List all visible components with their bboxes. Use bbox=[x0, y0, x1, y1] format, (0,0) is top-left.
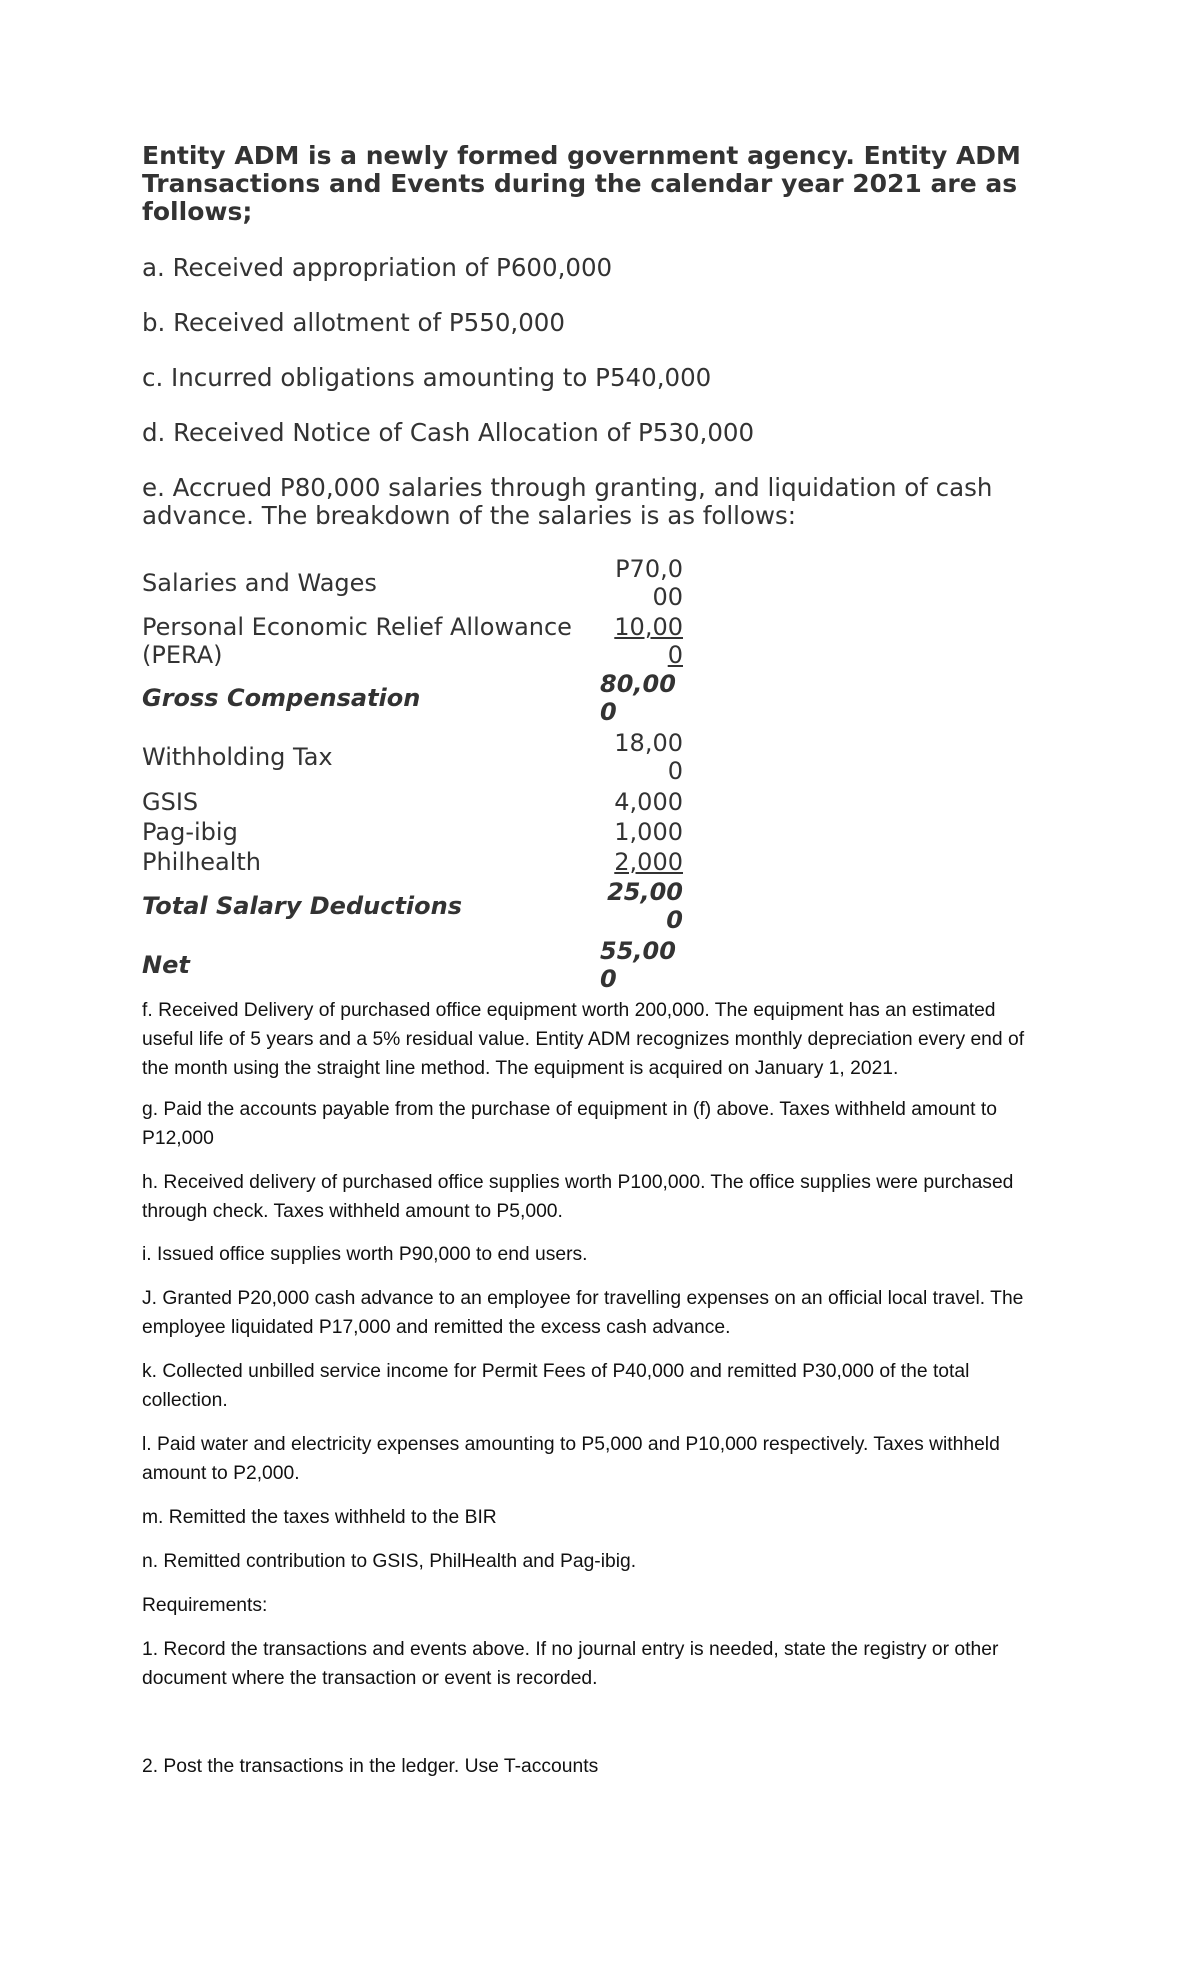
transaction-l: l. Paid water and electricity expenses amounting to P5,000 and P10,000 respectively. Taxes withheld amount to P2,000. bbox=[142, 1434, 1000, 1484]
salary-row-amount: 4,000 bbox=[614, 788, 683, 816]
document-heading: Entity ADM is a newly formed government agency. Entity ADM Transactions and Events during the calendar year 2021 are as follows; bbox=[142, 141, 1021, 226]
transaction-g: g. Paid the accounts payable from the purchase of equipment in (f) above. Taxes withheld amount to P12,000 bbox=[142, 1099, 997, 1149]
transaction-n: n. Remitted contribution to GSIS, PhilHealth and Pag-ibig. bbox=[142, 1551, 637, 1572]
salary-row-label: Salaries and Wages bbox=[142, 569, 377, 597]
transaction-i: i. Issued office supplies worth P90,000 to end users. bbox=[142, 1244, 588, 1265]
salary-row-amount: 1,000 bbox=[614, 818, 683, 846]
salary-row-amount: 25,000 bbox=[607, 878, 683, 934]
salary-row-label: Withholding Tax bbox=[142, 743, 333, 771]
salary-row-label: Total Salary Deductions bbox=[142, 892, 463, 920]
salary-row-amount: 2,000 bbox=[614, 848, 683, 876]
transaction-j: J. Granted P20,000 cash advance to an employee for travelling expenses on an official local travel. The employee liquidated P17,000 and remitted the excess cash advance. bbox=[142, 1288, 1024, 1338]
salary-row-amount: 80,000 bbox=[600, 670, 676, 726]
transaction-b: b. Received allotment of P550,000 bbox=[142, 308, 565, 337]
requirement-2: 2. Post the transactions in the ledger. Use T-accounts bbox=[142, 1756, 599, 1777]
salary-row-amount: P70,000 bbox=[615, 555, 683, 611]
salary-row-label: GSIS bbox=[142, 788, 199, 816]
salary-row-label: Philhealth bbox=[142, 848, 261, 876]
salary-row-amount: 10,000 bbox=[614, 613, 683, 669]
transaction-a: a. Received appropriation of P600,000 bbox=[142, 253, 613, 282]
transaction-e: e. Accrued P80,000 salaries through granting, and liquidation of cash advance. The breakdown of the salaries is as follows: bbox=[142, 473, 993, 530]
salary-row-amount: 18,000 bbox=[614, 729, 683, 785]
salary-row-label: Personal Economic Relief Allowance (PERA) bbox=[142, 613, 572, 669]
transaction-c: c. Incurred obligations amounting to P540,000 bbox=[142, 363, 712, 392]
transaction-f: f. Received Delivery of purchased office equipment worth 200,000. The equipment has an estimated useful life of 5 years and a 5% residual value. Entity ADM recognizes monthly depreciation every end of the month using the straight line method. The equipment is acquired on January 1, 2021. bbox=[142, 1000, 1025, 1079]
transaction-h: h. Received delivery of purchased office supplies worth P100,000. The office supplies were purchased through check. Taxes withheld amount to P5,000. bbox=[142, 1172, 1014, 1222]
transaction-m: m. Remitted the taxes withheld to the BIR bbox=[142, 1507, 497, 1528]
requirement-1: 1. Record the transactions and events above. If no journal entry is needed, state the registry or other document where the transaction or event is recorded. bbox=[142, 1639, 999, 1689]
salary-row-label: Pag-ibig bbox=[142, 818, 238, 846]
requirements-title: Requirements: bbox=[142, 1595, 268, 1616]
transaction-k: k. Collected unbilled service income for Permit Fees of P40,000 and remitted P30,000 of the total collection. bbox=[142, 1361, 970, 1411]
salary-row-label: Net bbox=[142, 951, 190, 979]
transaction-d: d. Received Notice of Cash Allocation of P530,000 bbox=[142, 418, 755, 447]
salary-row-amount: 55,000 bbox=[600, 937, 676, 993]
salary-row-label: Gross Compensation bbox=[142, 684, 421, 712]
